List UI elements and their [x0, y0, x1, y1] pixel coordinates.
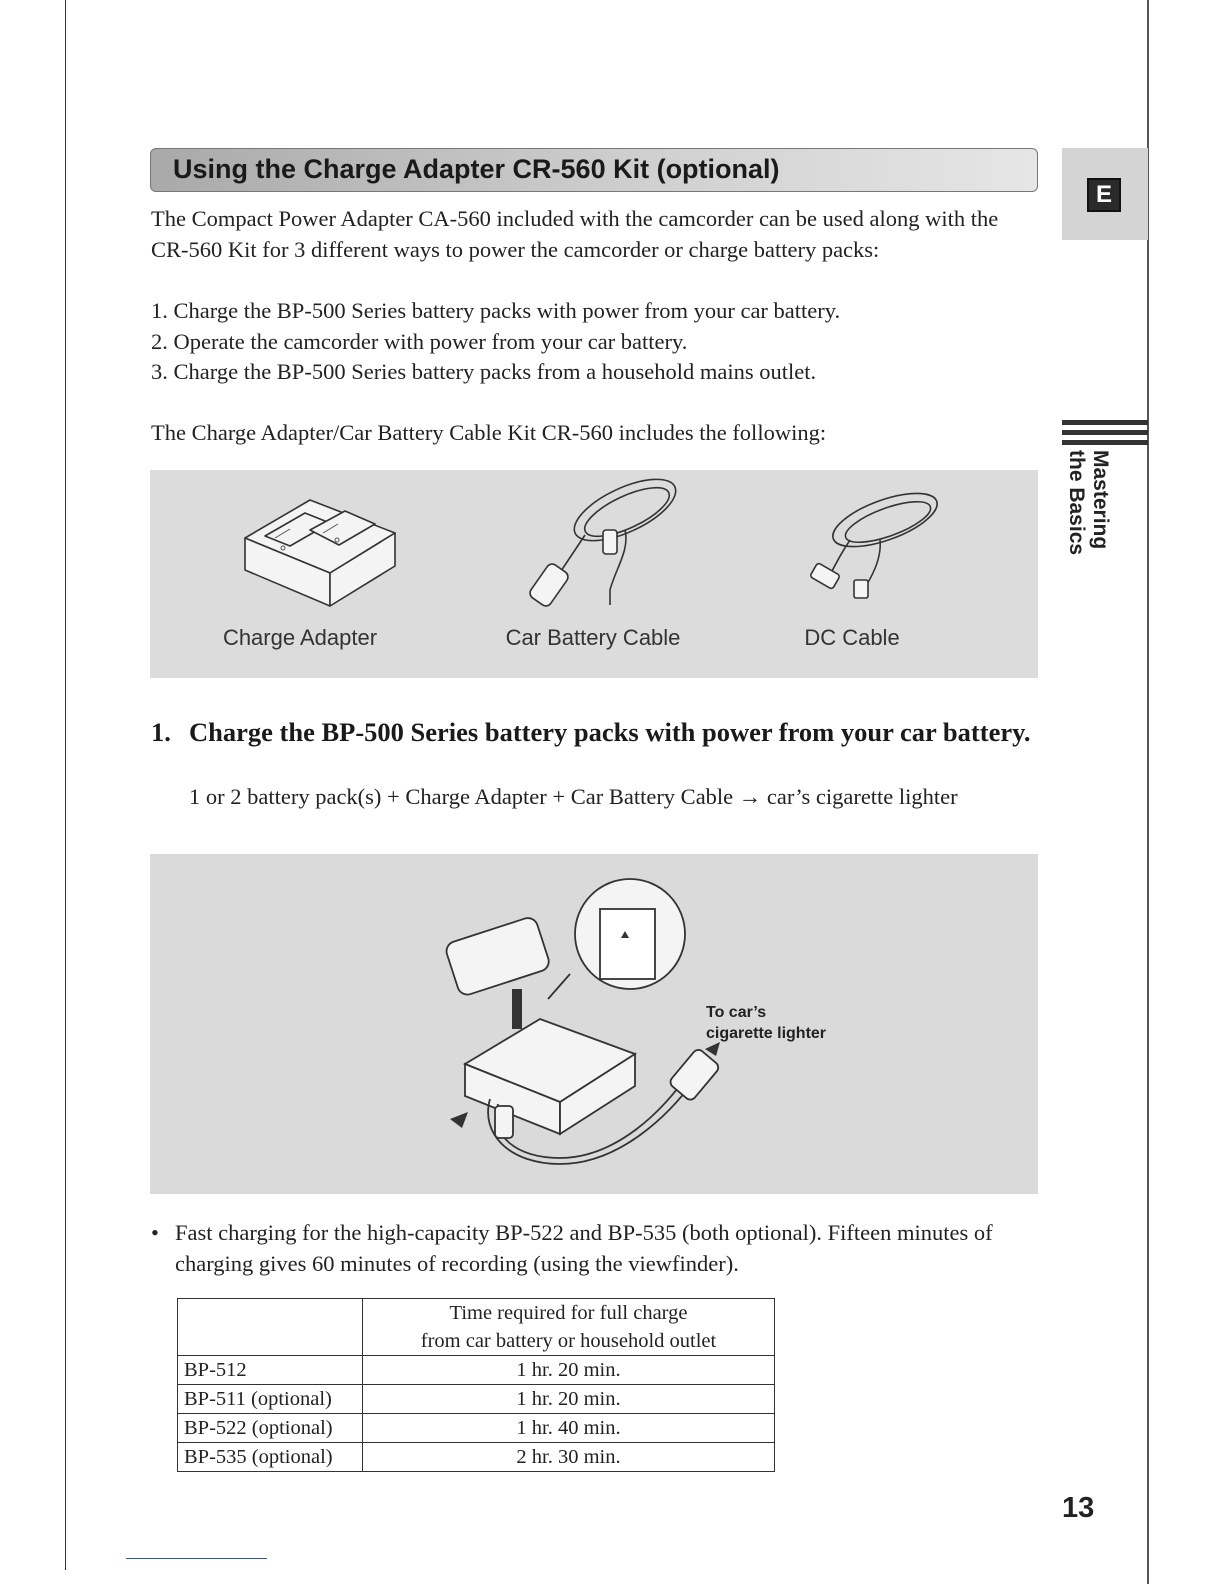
charge-time-cell: 1 hr. 20 min.: [363, 1356, 775, 1385]
list-item: 3. Charge the BP-500 Series battery packs from a household mains outlet.: [151, 359, 817, 384]
section-header: [150, 148, 1038, 192]
charge-time-cell: 1 hr. 20 min.: [363, 1385, 775, 1414]
table-header-row: [178, 1299, 775, 1356]
table-row: [178, 1414, 775, 1443]
charge-time-cell: 1 hr. 40 min.: [363, 1414, 775, 1443]
list-item: 2. Operate the camcorder with power from your car battery.: [151, 328, 688, 354]
battery-pack-cell: BP-535 (optional): [178, 1443, 363, 1472]
page-edge-left: [65, 0, 66, 1570]
diagram-label-line2: cigarette lighter: [706, 1025, 827, 1042]
charge-time-cell: 2 hr. 30 min.: [363, 1443, 775, 1472]
section-tab-line1: Mastering: [1089, 450, 1112, 550]
kit-item-label: DC Cable: [804, 625, 900, 650]
page-number: 13: [1062, 1492, 1095, 1524]
language-letter: E: [1087, 178, 1121, 212]
table-header-line2: from car battery or household outlet: [420, 1330, 717, 1352]
intro-paragraph: The Compact Power Adapter CA-560 included with the camcorder can be used along with the CR-560 Kit for 3 different ways to power the camcorder or charge battery packs:: [151, 206, 999, 262]
step-heading-text: Charge the BP-500 Series battery packs with power from your car battery.: [189, 717, 1031, 747]
list-item: 1. Charge the BP-500 Series battery packs with power from your car battery.: [151, 298, 841, 323]
charge-adapter-icon: [235, 478, 405, 613]
table-corner-cell: [178, 1299, 363, 1356]
section-tab-line2: the Basics: [1065, 450, 1088, 556]
battery-pack-cell: BP-511 (optional): [178, 1385, 363, 1414]
charge-time-table: [177, 1298, 775, 1472]
bullet-text: Fast charging for the high-capacity BP-522 and BP-535 (both optional). Fifteen minutes of charging gives 60 minutes of recording (using the viewfinder).: [175, 1220, 993, 1276]
table-header-line1: Time required for full charge: [449, 1302, 688, 1324]
charging-diagram: [150, 854, 1038, 1194]
kit-item-label: Charge Adapter: [222, 625, 378, 650]
bullet-dot: •: [151, 1220, 159, 1245]
diagram-label: [706, 1002, 826, 1044]
diagram-label-line1: To car’s: [706, 1004, 767, 1021]
page-title: Using the Charge Adapter CR-560 Kit (optional): [173, 154, 780, 184]
section-tab-bars: [1062, 420, 1148, 450]
footer-rule: [126, 1558, 267, 1559]
ways-list: [151, 296, 1051, 388]
car-battery-cable-icon: [515, 470, 695, 620]
section-tab-label: [1064, 450, 1112, 580]
table-row: [178, 1356, 775, 1385]
dc-cable-icon: [790, 480, 960, 610]
step-description: 1 or 2 battery pack(s) + Charge Adapter + Car Battery Cable → car’s cigarette lighter: [189, 784, 958, 809]
table-row: [178, 1443, 775, 1472]
table-header-cell: [363, 1299, 775, 1356]
battery-pack-cell: BP-512: [178, 1356, 363, 1385]
kit-includes-text: The Charge Adapter/Car Battery Cable Kit CR-560 includes the following:: [151, 420, 827, 445]
language-tab: [1062, 148, 1148, 240]
battery-pack-cell: BP-522 (optional): [178, 1414, 363, 1443]
table-row: [178, 1385, 775, 1414]
kit-item-label: Car Battery Cable: [505, 625, 681, 650]
kit-contents-panel: [150, 470, 1038, 678]
step-number: 1.: [151, 717, 171, 747]
